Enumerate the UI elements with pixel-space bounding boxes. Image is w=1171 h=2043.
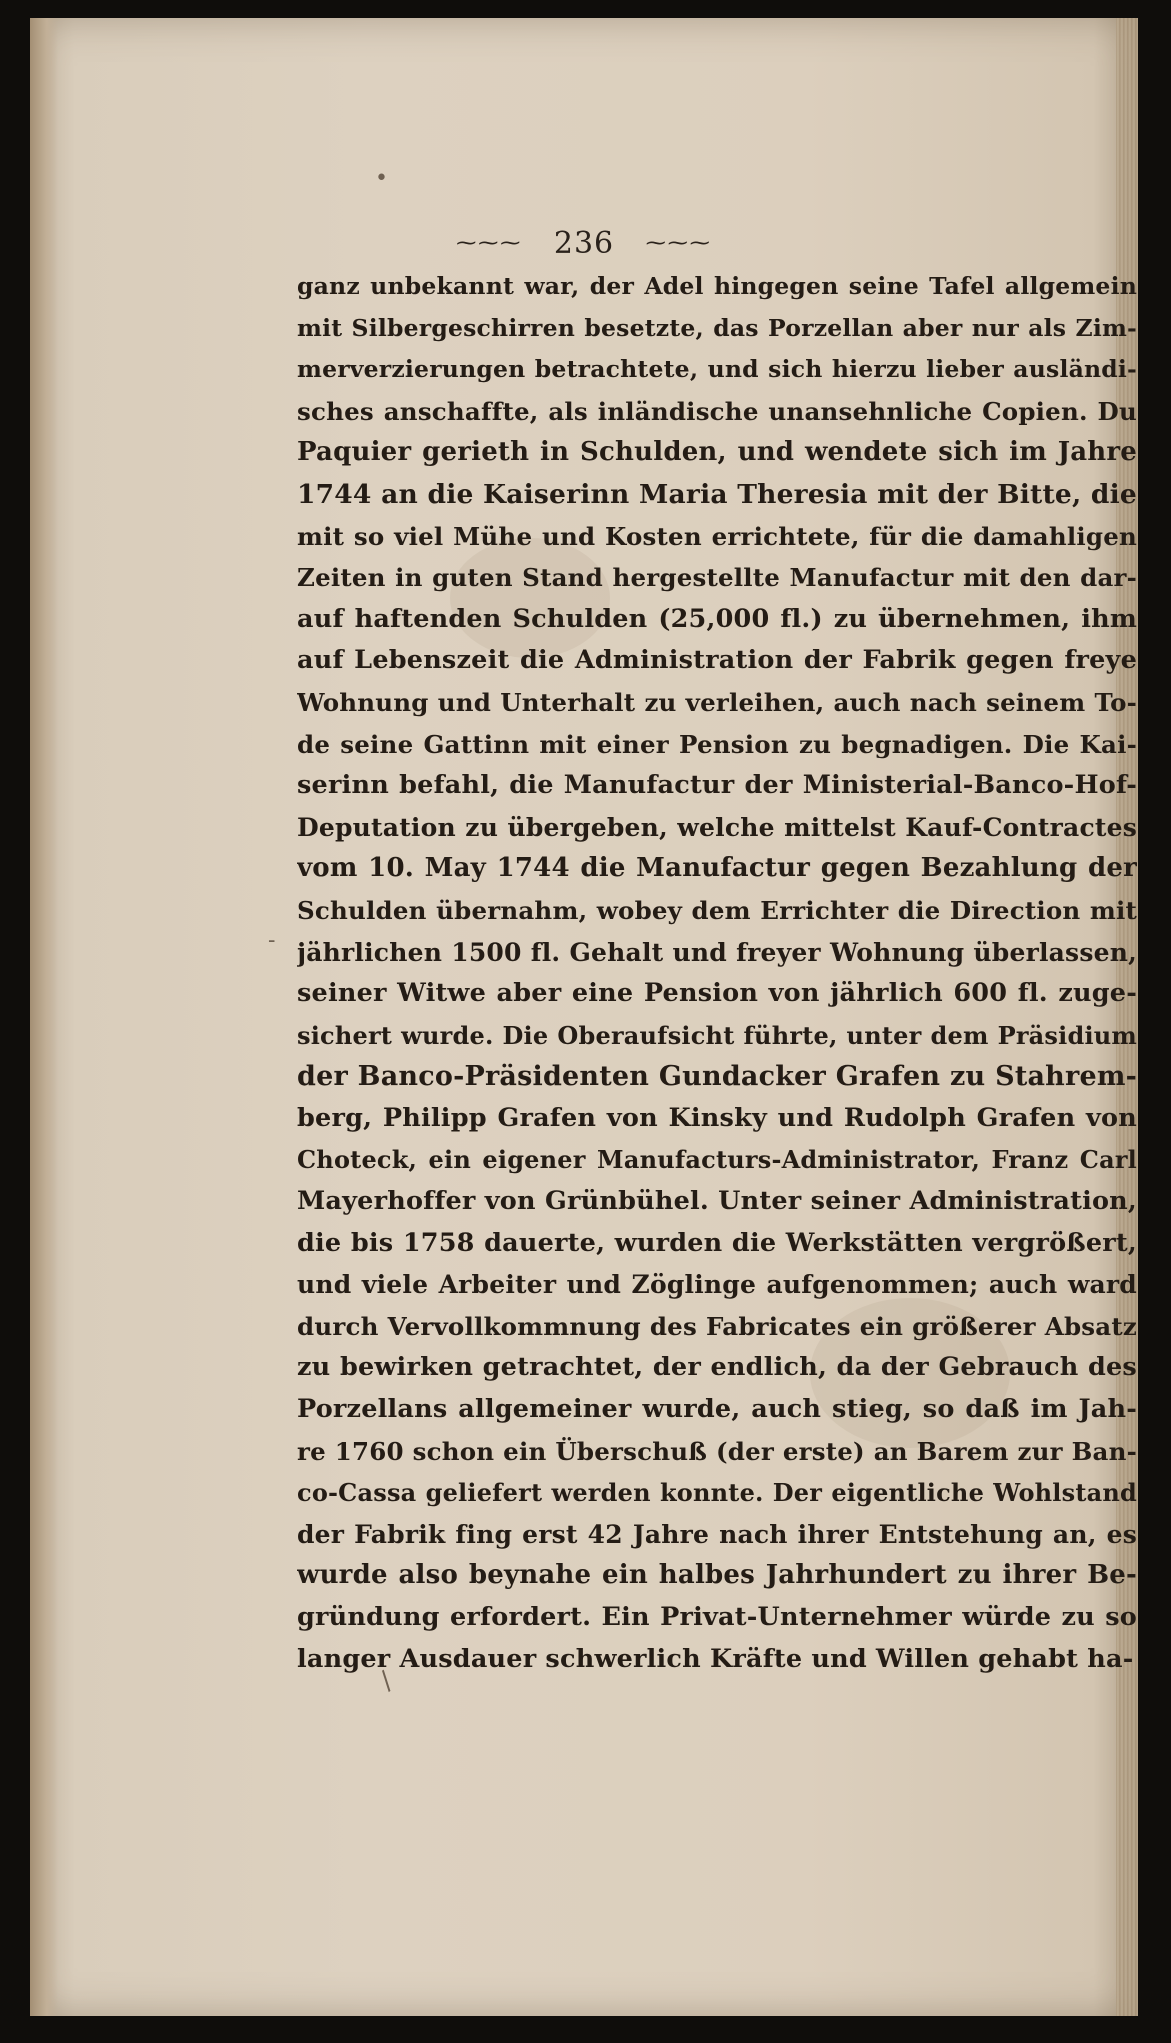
text-line: de seine Gattinn mit einer Pension zu begnadigen. Die Kai-	[297, 729, 1137, 759]
text-line: Porzellans allgemeiner wurde, auch stieg, so daß im Jah-	[297, 1394, 1137, 1425]
text-line: ganz unbekannt war, der Adel hingegen seine Tafel allgemein	[297, 272, 1137, 300]
text-line: Zeiten in guten Stand hergestellte Manufactur mit den dar-	[297, 563, 1137, 593]
page-gutter	[30, 18, 58, 2016]
text-line: Mayerhoffer von Grünbühel. Unter seiner Administration,	[297, 1186, 1137, 1217]
text-line: und viele Arbeiter und Zöglinge aufgenommen; auch ward	[297, 1270, 1137, 1300]
text-line: langer Ausdauer schwerlich Kräfte und Willen gehabt ha-	[297, 1643, 1134, 1674]
text-line: Choteck, ein eigener Manufacturs-Administrator, Franz Carl	[297, 1145, 1137, 1175]
text-line: Schulden übernahm, wobey dem Errichter die Direction mit	[297, 895, 1137, 925]
text-line: merverzierungen betrachtete, und sich hierzu lieber ausländi-	[297, 355, 1137, 384]
text-line: Deputation zu übergeben, welche mittelst Kauf-Contractes	[297, 812, 1137, 842]
text-line: sches anschaffte, als inländische unansehnliche Copien. Du	[297, 396, 1137, 426]
text-line: Wohnung und Unterhalt zu verleihen, auch nach seinem To-	[297, 687, 1137, 717]
page-header	[30, 226, 1138, 261]
text-line: 1744 an die Kaiserinn Maria Theresia mit der Bitte, die	[297, 478, 1137, 510]
text-line: co-Cassa geliefert werden konnte. Der eigentliche Wohlstand	[297, 1478, 1137, 1508]
page-number: 236	[553, 226, 615, 261]
text-line: vom 10. May 1744 die Manufactur gegen Bezahlung der	[297, 853, 1137, 884]
text-line: auf haftenden Schulden (25,000 fl.) zu übernehmen, ihm	[297, 603, 1137, 634]
body-text	[297, 266, 1137, 1680]
text-line: mit so viel Mühe und Kosten errichtete, für die damahligen	[297, 521, 1137, 551]
text-line: re 1760 schon ein Überschuß (der erste) an Barem zur Ban-	[297, 1436, 1137, 1466]
text-line: seiner Witwe aber eine Pension von jährlich 600 fl. zuge-	[297, 978, 1137, 1009]
paper-page	[30, 18, 1138, 2016]
text-line: der Banco-Präsidenten Gundacker Grafen zu Stahrem-	[297, 1061, 1137, 1093]
text-line: die bis 1758 dauerte, wurden die Werkstätten vergrößert,	[297, 1227, 1137, 1258]
text-line: sichert wurde. Die Oberaufsicht führte, unter dem Präsidium	[297, 1020, 1137, 1050]
text-line: mit Silbergeschirren besetzte, das Porzellan aber nur als Zim-	[297, 313, 1137, 342]
margin-dot: •	[375, 166, 388, 191]
text-line: der Fabrik fing erst 42 Jahre nach ihrer Entstehung an, es	[297, 1519, 1137, 1549]
pencil-tick: /	[374, 1666, 399, 1696]
margin-dash: -	[268, 928, 276, 953]
text-line: wurde also beynahe ein halbes Jahrhundert zu ihrer Be-	[297, 1560, 1137, 1591]
text-line: durch Vervollkommnung des Fabricates ein größerer Absatz	[297, 1311, 1137, 1341]
text-line: zu bewirken getrachtet, der endlich, da der Gebrauch des	[297, 1352, 1137, 1383]
text-line: Paquier gerieth in Schulden, und wendete sich im Jahre	[297, 437, 1137, 468]
header-ornament-left: ⁓⁓⁓	[456, 230, 523, 254]
text-line: berg, Philipp Grafen von Kinsky und Rudolph Grafen von	[297, 1102, 1137, 1133]
text-line: serinn befahl, die Manufactur der Ministerial-Banco-Hof-	[297, 770, 1137, 801]
text-line: auf Lebenszeit die Administration der Fabrik gegen freye	[297, 645, 1137, 676]
header-ornament-right: ⁓⁓⁓	[645, 230, 712, 254]
text-line: gründung erfordert. Ein Privat-Unternehmer würde zu so	[297, 1602, 1137, 1632]
text-line: jährlichen 1500 fl. Gehalt und freyer Wohnung überlassen,	[297, 937, 1137, 967]
